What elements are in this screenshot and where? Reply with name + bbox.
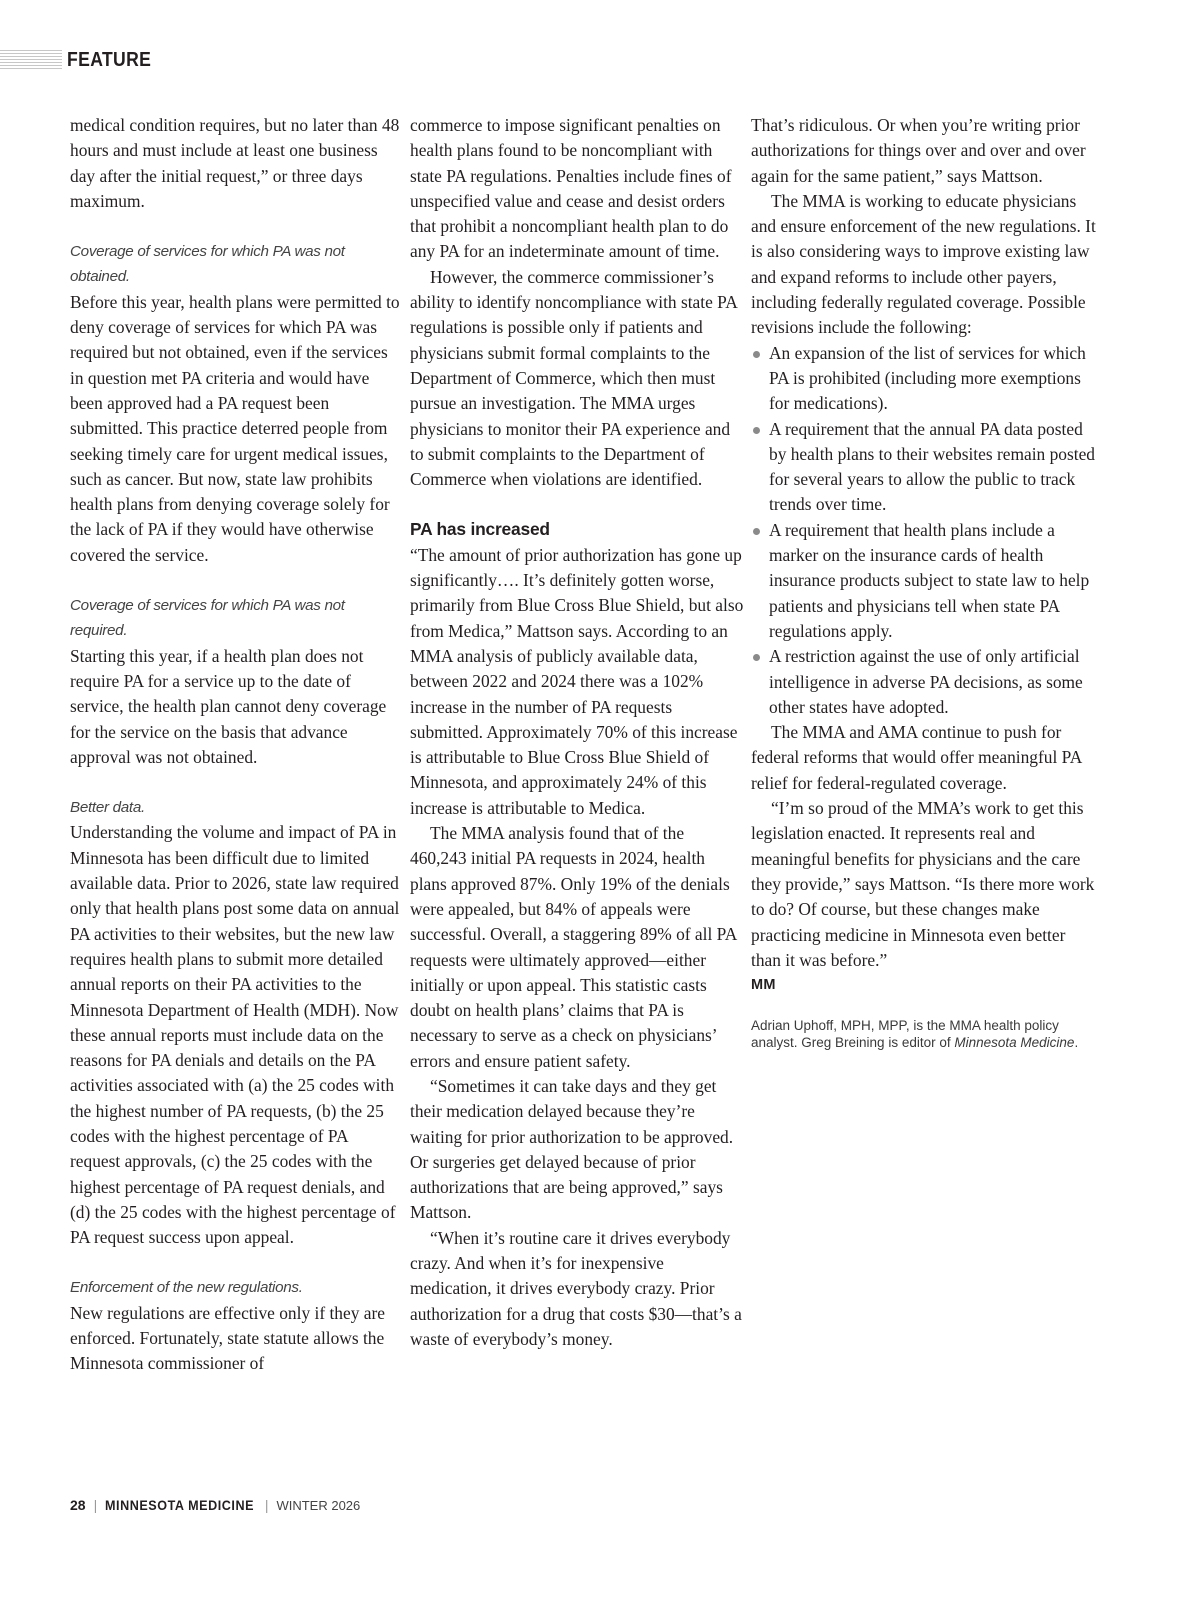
paragraph: However, the commerce commissioner’s ability to identify noncompliance with state PA regulations is possible only if patients and physicians submit formal complaints to the Department of Commerce, which then must pursue an investigation. The MMA urges physicians to monitor their PA experience and to submit complaints to the Department of Commerce when violations are identified. [410, 266, 737, 490]
author-bio [751, 1018, 1097, 1051]
paragraph: “I’m so proud of the MMA’s work to get this legislation enacted. It represents real and meaningful benefits for physicians and the care they provide,” says Mattson. “Is there more work to do? Of course, but these changes make practicing medicine in Minnesota even better than it was before.” [751, 798, 1095, 970]
paragraph: The MMA and AMA continue to push for federal reforms that would offer meaningful PA relief for federal-regulated coverage. [751, 722, 1082, 793]
paragraph: medical condition requires, but no later than 48 hours and must include at least one business day after the initial request,” or three days maximum. [70, 115, 400, 211]
paragraph: The MMA is working to educate physicians and ensure enforcement of the new regulations. It is also considering ways to improve existing law and expand reforms to include other payers, including federally regulated coverage. Possible revisions include the following: [751, 190, 1096, 338]
column-3 [751, 113, 1097, 1052]
column-2 [410, 113, 744, 1352]
list-item: A restriction against the use of only artificial intelligence in adverse PA decisions, as some other states have adopted. [751, 644, 1097, 720]
paragraph: Starting this year, if a health plan does not require PA for a service up to the date of service, the health plan cannot deny coverage for the service on the basis that advance approval was not obtained. [70, 645, 387, 767]
section-label: FEATURE [67, 48, 152, 71]
revisions-list [751, 341, 1097, 720]
paragraph: The MMA analysis found that of the 460,243 initial PA requests in 2024, health plans approved 87%. Only 19% of the denials were appealed, but 84% of appeals were successful. Overall, a staggering 89% of all PA requests were ultimately approved—either initially or upon appeal. This statistic casts doubt on health plans’ claims that PA is necessary to serve as a check on physicians’ errors and ensure patient safety. [410, 823, 737, 1071]
paragraph: “The amount of prior authorization has gone up significantly…. It’s definitely gotten worse, primarily from Blue Cross Blue Shield, but also from Medica,” Mattson says. According to an MMA analysis of publicly available data, between 2022 and 2024 there was a 102% increase in the number of PA requests submitted. Approximately 70% of this increase is attributable to Blue Cross Blue Shield of Minnesota, and approximately 24% of this increase is attributable to Medica. [410, 544, 744, 818]
subheading: Enforcement of the new regulations. [70, 1279, 303, 1297]
paragraph: That’s ridiculous. Or when you’re writing prior authorizations for things over and over and over again for the same patient,” says Mattson. [751, 115, 1086, 186]
page-footer [70, 1497, 360, 1513]
footer-separator: | [93, 1497, 98, 1513]
paragraph: New regulations are effective only if they are enforced. Fortunately, state statute allows the Minnesota commissioner of [70, 1302, 385, 1374]
end-mark: MM [751, 977, 776, 994]
column-1 [70, 113, 402, 1377]
paragraph: “When it’s routine care it drives everybody crazy. And when it’s for inexpensive medication, it drives everybody crazy. Prior authorization for a drug that costs $30—that’s a waste of everybody’s money. [410, 1227, 742, 1349]
list-item: A requirement that health plans include a marker on the insurance cards of health insurance products subject to state law to help patients and physicians tell when state PA regulations apply. [751, 518, 1097, 644]
header-rule-decoration [0, 50, 62, 70]
subheading: Coverage of services for which PA was not obtained. [70, 243, 345, 286]
issue-date: WINTER 2026 [276, 1497, 361, 1513]
subheading: Better data. [70, 799, 145, 817]
paragraph: Understanding the volume and impact of PA in Minnesota has been difficult due to limited available data. Prior to 2026, state law required only that health plans post some data on annual PA activities to their websites, but the new law requires health plans to submit more detailed annual reports on their PA activities to the Minnesota Department of Health (MDH). Now these annual reports must include data on the reasons for PA denials and details on the PA activities associated with (a) the 25 codes with the highest number of PA requests, (b) the 25 codes with the highest percentage of PA request approvals, (c) the 25 codes with the highest percentage of PA request denials, and (d) the 25 codes with the highest percentage of PA request success upon appeal. [70, 822, 400, 1248]
paragraph: “Sometimes it can take days and they get their medication delayed because they’re waiting for prior authorization to be approved. Or surgeries get delayed because of prior authorizations that are being approved,” says Mattson. [410, 1075, 734, 1223]
author-bio-end: . [1074, 1035, 1079, 1051]
footer-separator: | [264, 1497, 269, 1513]
author-bio-publication: Minnesota Medicine [954, 1035, 1075, 1051]
paragraph: Before this year, health plans were permitted to deny coverage of services for which PA was required but not obtained, even if the services in question met PA criteria and would have been approved had a PA request been submitted. This practice deterred people from seeking timely care for urgent medical issues, such as cancer. But now, state law prohibits health plans from denying coverage solely for the lack of PA if they would have otherwise covered the service. [70, 291, 400, 565]
publication-name: MINNESOTA MEDICINE [105, 1497, 255, 1513]
subheading: Coverage of services for which PA was not required. [70, 597, 345, 640]
paragraph: commerce to impose significant penalties on health plans found to be noncompliant with state PA regulations. Penalties include fines of unspecified value and cease and desist orders that prohibit a noncompliant health plan to do any PA for an indeterminate amount of time. [410, 115, 732, 262]
section-header [0, 45, 163, 75]
list-item: An expansion of the list of services for which PA is prohibited (including more exemptions for medications). [751, 341, 1097, 417]
page-number: 28 [70, 1497, 86, 1513]
list-item: A requirement that the annual PA data posted by health plans to their websites remain posted for several years to allow the public to track trends over time. [751, 417, 1097, 518]
section-heading: PA has increased [410, 519, 550, 540]
author-bio-text: Adrian Uphoff, MPH, MPP, is the MMA health policy analyst. Greg Breining is editor of [751, 1018, 1059, 1051]
